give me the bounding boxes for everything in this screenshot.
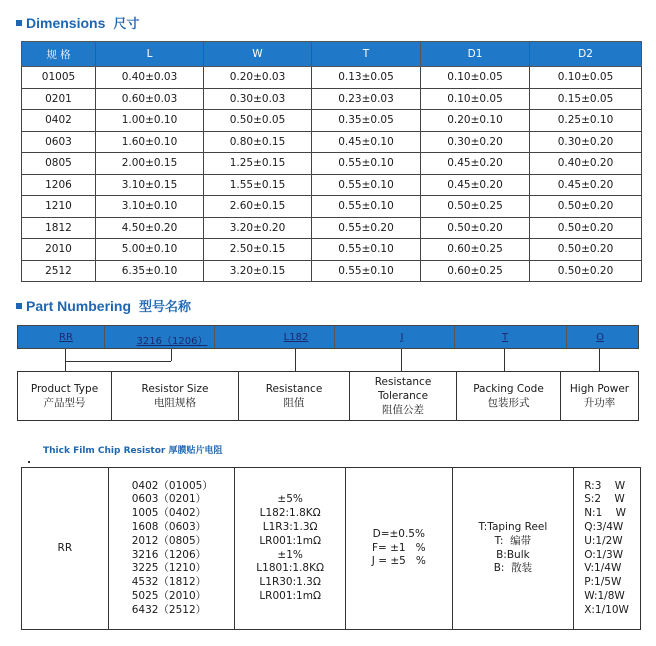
thick-film-table [21, 467, 641, 630]
table-cell: 5.00±0.10 [96, 239, 204, 261]
table-row [22, 260, 642, 282]
legend-high-power [561, 372, 638, 420]
table-header-cell: T [312, 42, 421, 67]
list-item: 6432（2512） [131, 603, 207, 616]
table-cell: 0.10±0.05 [421, 67, 530, 89]
table-row [22, 67, 642, 89]
list-item: ±1% [277, 548, 303, 561]
table-cell: 1.00±0.10 [96, 110, 204, 132]
code-separator [104, 326, 105, 348]
table-cell: 0.80±0.15 [204, 131, 312, 153]
table-cell: 0.50±0.25 [421, 196, 530, 218]
legend-label-en: Resistor Size [141, 383, 209, 395]
list-item: N:1 W [584, 507, 626, 520]
table-cell: 0.35±0.05 [312, 110, 421, 132]
part-code-size: 3216（1206） [136, 336, 208, 347]
table-cell: 3.20±0.15 [204, 260, 312, 282]
table-cell: 0.55±0.10 [312, 260, 421, 282]
list-item: W:1/8W [584, 589, 625, 602]
connector-line [401, 349, 402, 371]
table-cell: 1.55±0.15 [204, 174, 312, 196]
legend-label-cn: 电阻规格 [154, 397, 196, 409]
table-cell: 2.00±0.15 [96, 153, 204, 175]
list-item: LR001:1mΩ [259, 534, 321, 547]
table-cell: 0.50±0.20 [530, 239, 642, 261]
table-cell: 1206 [22, 174, 96, 196]
part-numbering-title-en: Part Numbering [26, 297, 132, 314]
list-item: B:Bulk [496, 548, 530, 561]
list-item: L182:1.8KΩ [259, 507, 321, 520]
table-cell: 1812 [22, 217, 96, 239]
table-cell: 0.55±0.10 [312, 196, 421, 218]
table-cell: 0.45±0.20 [421, 174, 530, 196]
list-item: R:3 W [584, 479, 626, 492]
table-cell: 0.40±0.03 [96, 67, 204, 89]
connector-line [504, 349, 505, 371]
thick-film-title: Thick Film Chip Resistor 厚膜贴片电阻 [43, 446, 223, 456]
part-code-tolerance: J [400, 332, 404, 343]
list-item: 0402（01005） [131, 479, 213, 492]
table-cell: 01005 [22, 67, 96, 89]
list-item: 1608（0603） [131, 520, 207, 533]
thick-film-col-type [22, 468, 109, 629]
dimensions-title [16, 13, 139, 32]
thick-film-col-packing [453, 468, 575, 629]
legend-label-en: High Power [569, 383, 630, 395]
list-item: 5025（2010） [131, 589, 207, 602]
legend-tolerance [350, 372, 457, 420]
legend-label-en: Packing Code [473, 383, 544, 395]
part-numbering-title-cn: 型号名称 [139, 300, 192, 315]
thick-film-col-tolerance [346, 468, 453, 629]
table-cell: 0805 [22, 153, 96, 175]
connector-line [171, 349, 172, 361]
table-header-cell: D2 [530, 42, 642, 67]
table-cell: 4.50±0.20 [96, 217, 204, 239]
table-header-cell: L [96, 42, 204, 67]
list-item: B: 散装 [493, 562, 533, 575]
table-cell: 0.55±0.10 [312, 174, 421, 196]
thick-film-col-power [574, 468, 640, 629]
list-item: 4532（1812） [131, 576, 207, 589]
table-cell: 3.10±0.10 [96, 196, 204, 218]
bullet-square-icon [16, 303, 22, 309]
thick-film-col-size [109, 468, 236, 629]
code-separator [214, 326, 215, 348]
table-cell: 3.20±0.20 [204, 217, 312, 239]
list-item: T:Taping Reel [478, 520, 548, 533]
part-code-power: O [596, 332, 604, 343]
connector-line [295, 349, 296, 371]
table-cell: 0.13±0.05 [312, 67, 421, 89]
dimensions-title-cn: 尺寸 [113, 17, 140, 32]
list-item: T: 编带 [494, 534, 532, 547]
part-code-resistance: L182 [283, 332, 309, 343]
table-cell: 0.50±0.20 [530, 217, 642, 239]
table-row [22, 88, 642, 110]
table-cell: 0.60±0.25 [421, 239, 530, 261]
legend-label-cn: 阻值公差 [382, 404, 424, 416]
table-cell: 0.40±0.20 [530, 153, 642, 175]
list-item: S:2 W [584, 493, 625, 506]
legend-resistance [239, 372, 350, 420]
table-row [22, 153, 642, 175]
legend-label-cn: 升功率 [583, 397, 616, 409]
code-separator [454, 326, 455, 348]
table-cell: 0.50±0.20 [530, 260, 642, 282]
list-item: F= ±1 % [371, 541, 426, 554]
list-item: L1801:1.8KΩ [256, 562, 325, 575]
list-item: ±5% [277, 493, 303, 506]
dimensions-title-en: Dimensions [26, 14, 106, 31]
table-row [22, 196, 642, 218]
thick-film-col-resistance [235, 468, 346, 629]
table-cell: 0.45±0.20 [421, 153, 530, 175]
code-separator [566, 326, 567, 348]
legend-label-cn: 阻值 [283, 397, 305, 409]
list-item: P:1/5W [584, 576, 622, 589]
table-header-row [22, 42, 642, 67]
legend-resistor-size [112, 372, 239, 420]
table-cell: 6.35±0.10 [96, 260, 204, 282]
part-code-packing: T [501, 332, 509, 343]
list-item: U:1/2W [584, 534, 623, 547]
list-item: 3216（1206） [131, 548, 207, 561]
list-item: V:1/4W [584, 562, 622, 575]
list-item: RR [57, 541, 73, 554]
table-cell: 0.30±0.20 [530, 131, 642, 153]
table-header-cell: W [204, 42, 312, 67]
list-item: J = ±5 % [371, 555, 426, 568]
table-cell: 0.50±0.05 [204, 110, 312, 132]
table-cell: 0.60±0.03 [96, 88, 204, 110]
table-cell: 0.20±0.03 [204, 67, 312, 89]
table-cell: 0.20±0.10 [421, 110, 530, 132]
table-cell: 0402 [22, 110, 96, 132]
legend-label-en: Tolerance [377, 390, 429, 402]
list-item: Q:3/4W [584, 520, 624, 533]
table-cell: 1.25±0.15 [204, 153, 312, 175]
list-item: X:1/10W [584, 603, 629, 616]
legend-label-cn: 包装形式 [487, 397, 530, 409]
table-cell: 3.10±0.15 [96, 174, 204, 196]
table-cell: 0.60±0.25 [421, 260, 530, 282]
list-item: 2012（0805） [131, 534, 207, 547]
table-cell: 2512 [22, 260, 96, 282]
list-item: 3225（1210） [131, 562, 207, 575]
legend-label-en: Resistance [374, 376, 432, 388]
table-row [22, 239, 642, 261]
table-cell: 0.45±0.10 [312, 131, 421, 153]
legend-label-en: Product Type [30, 383, 99, 395]
list-item: 1005（0402） [131, 507, 207, 520]
table-header-cell: D1 [421, 42, 530, 67]
code-separator [334, 326, 335, 348]
table-cell: 0.10±0.05 [421, 88, 530, 110]
list-item: LR001:1mΩ [259, 589, 321, 602]
table-cell: 2.50±0.15 [204, 239, 312, 261]
table-cell: 0.50±0.20 [530, 196, 642, 218]
table-cell: 0201 [22, 88, 96, 110]
table-cell: 1.60±0.10 [96, 131, 204, 153]
table-cell: 0.25±0.10 [530, 110, 642, 132]
legend-product-type [18, 372, 112, 420]
table-cell: 0.45±0.20 [530, 174, 642, 196]
table-row [22, 110, 642, 132]
legend-label-en: Resistance [265, 383, 323, 395]
table-cell: 0.30±0.20 [421, 131, 530, 153]
part-number-code-bar [17, 325, 639, 349]
table-cell: 0.23±0.03 [312, 88, 421, 110]
table-row [22, 131, 642, 153]
connector-line [65, 349, 66, 371]
table-header-cell: 规 格 [22, 42, 96, 67]
table-row [22, 217, 642, 239]
bullet-square-icon [16, 20, 22, 26]
part-numbering-title [16, 296, 191, 315]
bullet-dot-icon [28, 461, 30, 463]
legend-packing-code [457, 372, 561, 420]
table-cell: 0.10±0.05 [530, 67, 642, 89]
dimensions-table [21, 41, 642, 282]
legend-label-cn: 产品型号 [43, 397, 86, 409]
table-cell: 0.55±0.10 [312, 239, 421, 261]
table-cell: 0.55±0.20 [312, 217, 421, 239]
list-item: O:1/3W [584, 548, 624, 561]
table-row [22, 174, 642, 196]
connector-line [65, 361, 171, 362]
table-cell: 0.55±0.10 [312, 153, 421, 175]
table-cell: 0.30±0.03 [204, 88, 312, 110]
list-item: D=±0.5% [372, 527, 425, 540]
table-cell: 0.15±0.05 [530, 88, 642, 110]
table-cell: 2.60±0.15 [204, 196, 312, 218]
table-cell: 1210 [22, 196, 96, 218]
table-cell: 0603 [22, 131, 96, 153]
table-cell: 0.50±0.20 [421, 217, 530, 239]
table-cell: 2010 [22, 239, 96, 261]
list-item: 0603（0201） [131, 493, 207, 506]
connector-line [599, 349, 600, 371]
list-item: L1R3:1.3Ω [262, 520, 318, 533]
part-code-product-type: RR [59, 332, 73, 343]
part-number-legend [17, 371, 639, 421]
list-item: L1R30:1.3Ω [259, 576, 321, 589]
